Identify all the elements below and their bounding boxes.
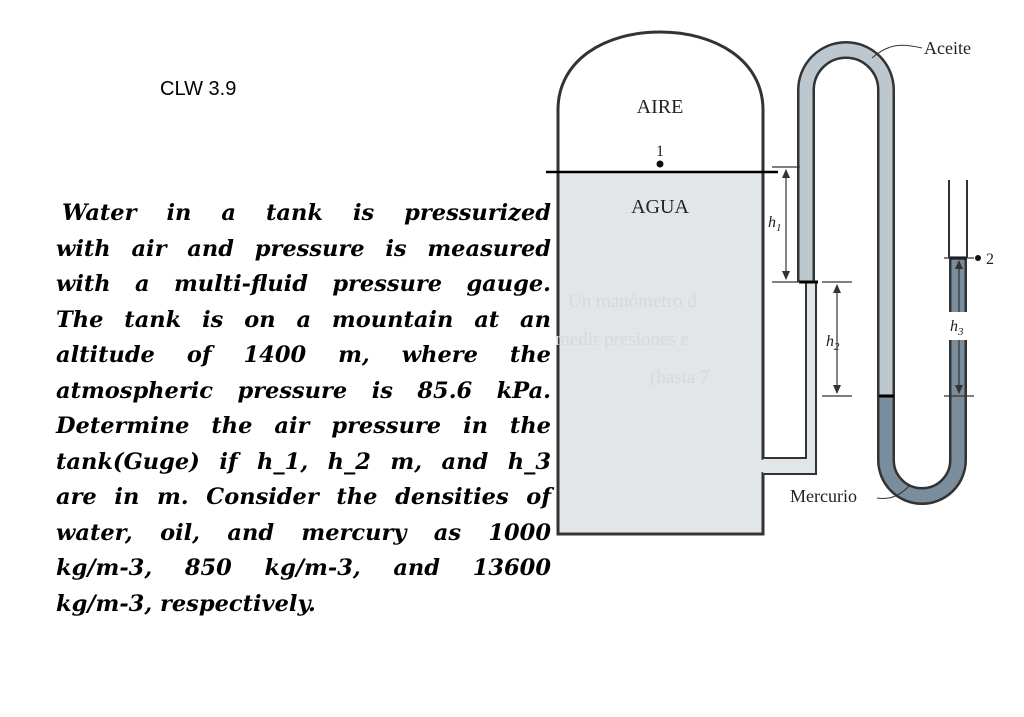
water-label: AGUA <box>631 196 689 218</box>
problem-line: kg/m-3, respectively. <box>56 590 316 617</box>
point-1-label: 1 <box>656 143 664 160</box>
manometer-diagram <box>540 20 1020 560</box>
air-label: AIRE <box>636 96 684 118</box>
point-2-label: 2 <box>986 251 994 268</box>
problem-line: altitude of 1400 m, where the <box>56 342 551 368</box>
problem-statement <box>56 196 551 622</box>
problem-line: are in m. Consider the densities of <box>56 484 551 510</box>
faded-text: medir presiones e <box>555 329 690 350</box>
problem-line: with a multi-fluid pressure gauge. <box>56 271 551 297</box>
problem-line: kg/m-3, 850 kg/m-3, and 13600 <box>56 555 551 581</box>
mercury-label: Mercurio <box>790 486 857 506</box>
water-region <box>558 172 763 534</box>
h2-label: $h_2$ <box>826 333 840 353</box>
problem-line: tank(Guge) if h_1, h_2 m, and h_3 <box>56 448 551 475</box>
point-2-marker <box>975 255 981 261</box>
connecting-tube <box>760 282 816 474</box>
h1-label: $h_1$ <box>768 214 782 234</box>
problem-id: CLW 3.9 <box>160 78 237 100</box>
oil-label: Aceite <box>924 38 971 58</box>
point-1-marker <box>657 161 664 168</box>
problem-line: with air and pressure is measured <box>56 235 551 262</box>
problem-line: Water in a tank is pressurized <box>62 200 551 226</box>
problem-line: atmospheric pressure is 85.6 kPa. <box>56 377 551 404</box>
h3-label: $h_3$ <box>950 318 964 338</box>
problem-line: water, oil, and mercury as 1000 <box>56 519 551 546</box>
problem-line: The tank is on a mountain at an <box>56 306 551 333</box>
faded-text: (hasta 7 <box>650 367 710 388</box>
problem-line: Determine the air pressure in the <box>56 413 551 439</box>
faded-text: Un manómetro d <box>568 291 697 312</box>
